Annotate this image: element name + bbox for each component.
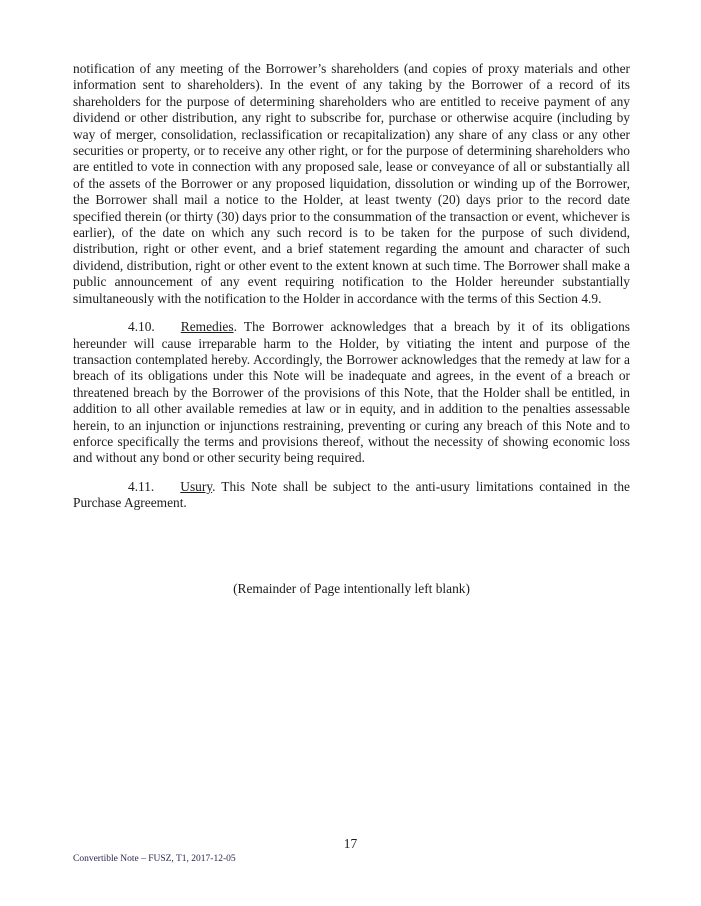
section-term-remedies: Remedies (180, 319, 234, 335)
section-term-usury: Usury (180, 478, 213, 494)
page-number: 17 (343, 836, 358, 851)
section-body: . The Borrower acknowledges that a breach by it of its obligations hereunder will cause irreparable harm to the Holder, by vitiating the intent and purpose of the transaction contemplated hereby. Accordingly, the Borrower acknowledges that the remedy at law for a breach of its obligations under this Note will be inadequate and agrees, in the event of a breach or threatened breach by the Borrower of the provisions of this Note, that the Holder shall be entitled, in addition to all other available remedies at law or in equity, and in addition to the penalties assessable herein, to an injunction or injunctions restraining, preventing or curing any breach of this Note and to enforce specifically the terms and provisions thereof, without the necessity of showing economic loss and without any bond or other security being required. (73, 319, 630, 466)
section-4-10-remedies (73, 319, 630, 467)
section-4-11-usury (73, 479, 630, 512)
section-number: 4.11. (128, 478, 155, 494)
document-footer: Convertible Note – FUSZ, T1, 2017-12-05 (73, 854, 236, 864)
section-body: . This Note shall be subject to the anti-usury limitations contained in the Purchase Agreement. (73, 478, 630, 511)
remainder-note: (Remainder of Page intentionally left blank) (233, 580, 470, 596)
paragraph-notification-continuation: notification of any meeting of the Borrower’s shareholders (and copies of proxy materials and other information sent to shareholders). In the event of any taking by the Borrower of a record of its shareholders for the purpose of determining shareholders who are entitled to receive payment of any dividend or other distribution, any right to subscribe for, purchase or otherwise acquire (including by way of merger, consolidation, reclassification or recapitalization) any share of any class or any other securities or property, or to receive any other right, or for the purpose of determining shareholders who are entitled to vote in connection with any proposed sale, lease or conveyance of all or substantially all of the assets of the Borrower or any proposed liquidation, dissolution or winding up of the Borrower, the Borrower shall mail a notice to the Holder, at least twenty (20) days prior to the record date specified therein (or thirty (30) days prior to the consummation of the transaction or event, whichever is earlier), of the date on which any such record is to be taken for the purpose of such dividend, distribution, right or other event, and a brief statement regarding the amount and character of such dividend, distribution, right or other event to the extent known at such time. The Borrower shall make a public announcement of any event requiring notification to the Holder hereunder substantially simultaneously with the notification to the Holder in accordance with the terms of this Section 4.9. (73, 61, 630, 306)
section-number: 4.10. (128, 319, 155, 335)
